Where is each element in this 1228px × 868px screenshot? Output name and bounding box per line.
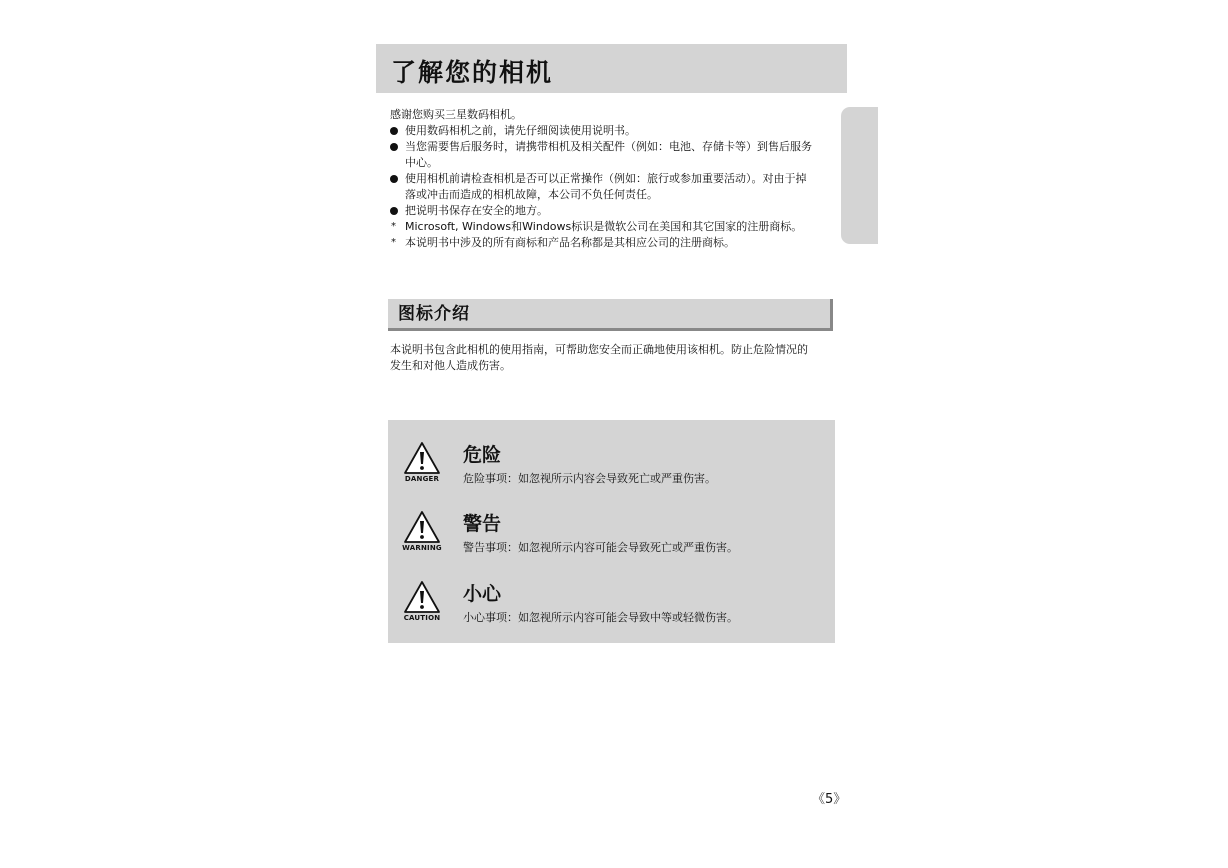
- intro-text: [390, 107, 840, 251]
- item-heading: 警告: [463, 513, 502, 535]
- icon-label: WARNING: [402, 544, 442, 552]
- bullet-icon: [390, 127, 398, 135]
- section-title-bar: [388, 299, 833, 331]
- danger-item: [388, 420, 835, 485]
- asterisk-icon: *: [391, 237, 396, 248]
- warning-legend-box: [388, 420, 835, 643]
- list-item: 把说明书保存在安全的地方。: [390, 203, 840, 219]
- bullet-icon: [390, 175, 398, 183]
- icon-label: CAUTION: [403, 614, 441, 622]
- bullet-icon: [390, 207, 398, 215]
- warning-triangle-icon: [402, 510, 442, 552]
- side-tab: [841, 107, 878, 244]
- caution-item: [388, 559, 835, 624]
- page-title: 了解您的相机: [391, 58, 554, 87]
- bullet-icon: [390, 143, 398, 151]
- warning-item: [388, 489, 835, 554]
- item-heading: 危险: [463, 444, 502, 466]
- list-item: 当您需要售后服务时，请携带相机及相关配件（例如：电池、存储卡等）到售后服务 中心。: [390, 139, 840, 171]
- list-item: 使用数码相机之前，请先仔细阅读使用说明书。: [390, 123, 840, 139]
- icon-label: DANGER: [404, 475, 440, 483]
- note-item: * 本说明书中涉及的所有商标和产品名称都是其相应公司的注册商标。: [391, 236, 735, 249]
- page-title-bar: [376, 44, 847, 93]
- item-text: 警告事项：如忽视所示内容可能会导致死亡或严重伤害。: [463, 541, 738, 554]
- danger-triangle-icon: [402, 441, 442, 483]
- page-number: 《5》: [812, 792, 847, 807]
- item-text: 危险事项：如忽视所示内容会导致死亡或严重伤害。: [463, 472, 716, 485]
- item-heading: 小心: [463, 583, 502, 605]
- note-item: * Microsoft, Windows和Windows标识是微软公司在美国和其它国家的注册商标。: [391, 220, 803, 233]
- caution-triangle-icon: [402, 580, 442, 622]
- section-title: 图标介绍: [398, 304, 470, 324]
- asterisk-icon: *: [391, 221, 396, 232]
- list-item: 使用相机前请检查相机是否可以正常操作（例如：旅行或参加重要活动）。对由于掉 落或冲击而造成的相机故障，本公司不负任何责任。: [390, 171, 840, 203]
- section-description: 本说明书包含此相机的使用指南，可帮助您安全而正确地使用该相机。防止危险情况的 发生和对他人造成伤害。: [390, 343, 808, 372]
- item-text: 小心事项：如忽视所示内容可能会导致中等或轻微伤害。: [463, 611, 738, 624]
- intro-first-line: 感谢您购买三星数码相机。: [390, 108, 522, 121]
